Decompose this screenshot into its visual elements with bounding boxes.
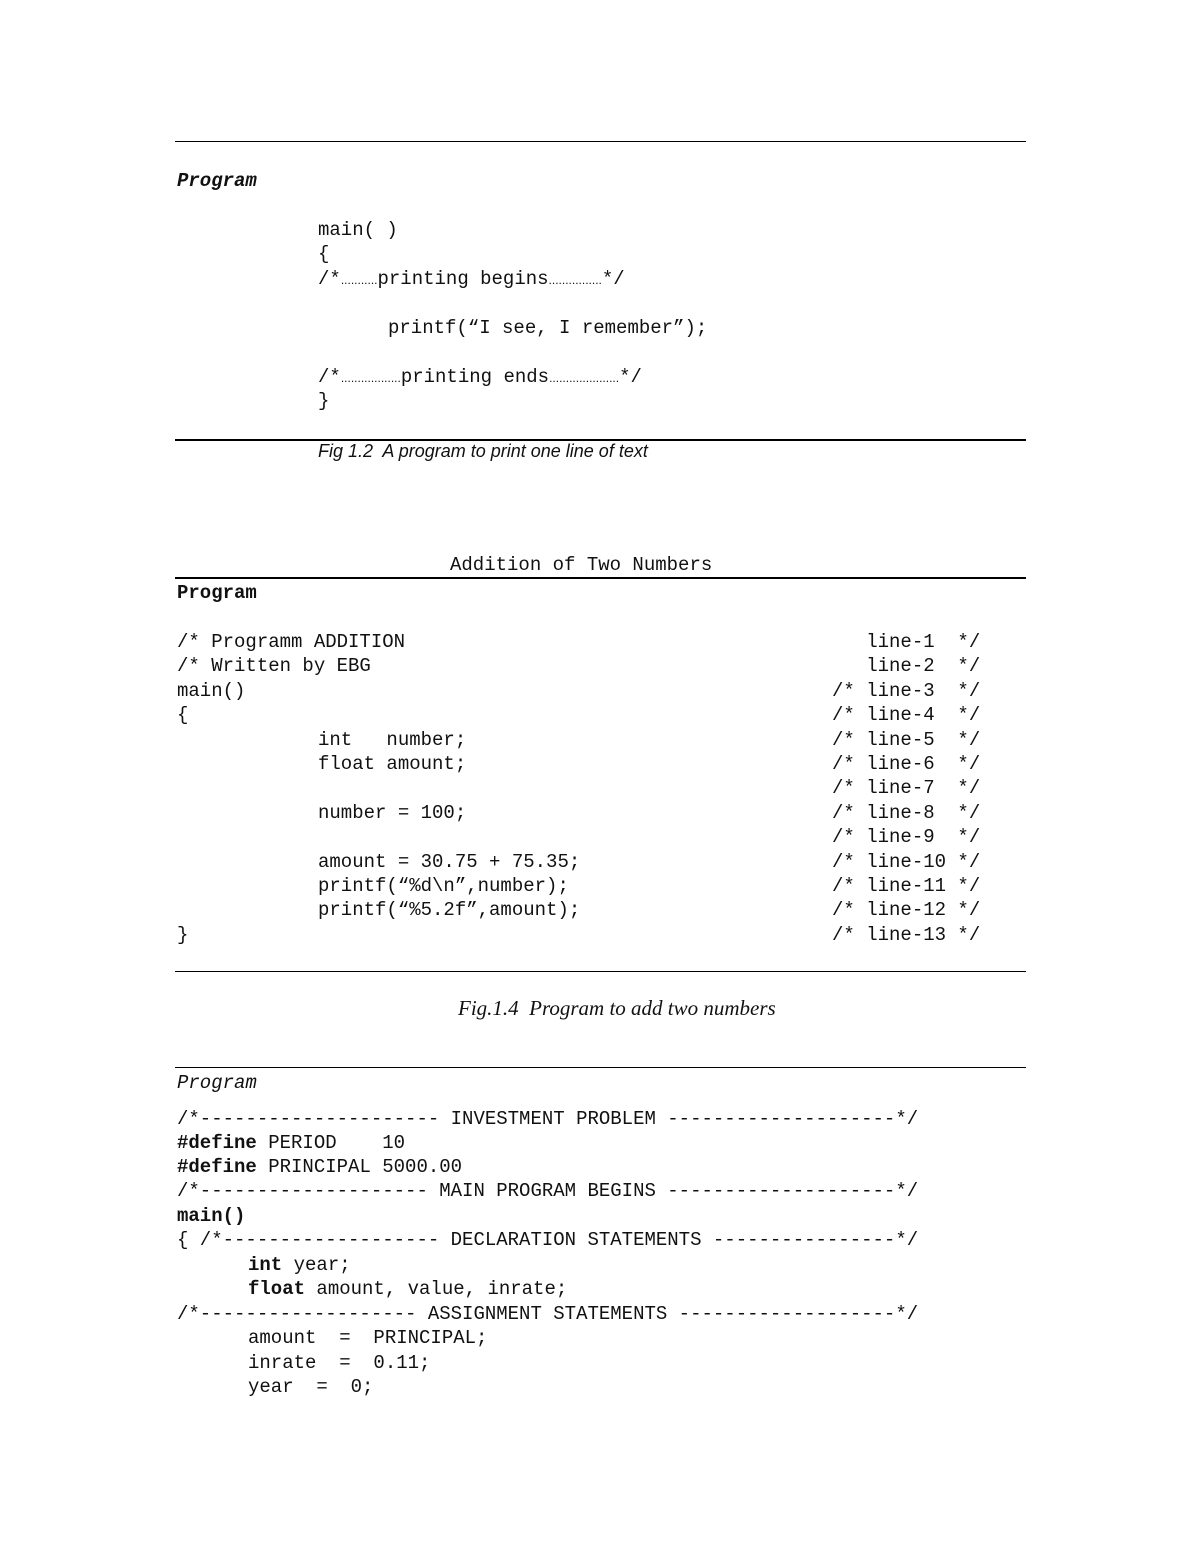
fig3-top-rule bbox=[175, 1067, 1026, 1068]
fig1-comment-end: /*..................printing ends.....................*/ bbox=[318, 366, 642, 388]
fig3-assign-amount: amount = PRINCIPAL; bbox=[248, 1327, 488, 1349]
code-text: } bbox=[177, 924, 189, 946]
fig1-caption: Fig 1.2 A program to print one line of text bbox=[318, 441, 648, 461]
code-text: main() bbox=[177, 680, 246, 702]
fig1-close-brace: } bbox=[318, 390, 330, 412]
fig3-define-principal: #define PRINCIPAL 5000.00 bbox=[177, 1156, 463, 1178]
line-comment: /* line-7 */ bbox=[832, 777, 981, 799]
fig2-heading: Program bbox=[177, 582, 257, 604]
fig3-main: main() bbox=[177, 1205, 246, 1227]
fig3-assign-inrate: inrate = 0.11; bbox=[248, 1352, 431, 1374]
fig2-top-rule bbox=[175, 577, 1026, 579]
fig3-comment-assign: /*------------------- ASSIGNMENT STATEMENTS -------------------*/ bbox=[177, 1303, 919, 1325]
line-comment: /* line-11 */ bbox=[832, 875, 981, 897]
code-text: { bbox=[177, 704, 189, 726]
fig1-open-brace: { bbox=[318, 243, 330, 265]
code-text: amount = 30.75 + 75.35; bbox=[318, 851, 581, 873]
code-text: /* Programm ADDITION bbox=[177, 631, 406, 653]
line-comment: /* line-10 */ bbox=[832, 851, 981, 873]
line-comment: line-1 */ bbox=[832, 631, 981, 653]
line-comment: /* line-5 */ bbox=[832, 729, 981, 751]
fig1-heading: Program bbox=[177, 170, 257, 192]
code-text: /* Written by EBG bbox=[177, 655, 371, 677]
define-keyword: #define bbox=[177, 1132, 257, 1154]
int-keyword: int bbox=[248, 1254, 283, 1276]
fig3-brace-declaration: { /*------------------- DECLARATION STATEMENTS ----------------*/ bbox=[177, 1229, 919, 1251]
fig3-assign-year: year = 0; bbox=[248, 1376, 374, 1398]
code-text: float amount; bbox=[318, 753, 467, 775]
fig3-heading: Program bbox=[177, 1072, 257, 1094]
fig2-bottom-rule bbox=[175, 971, 1026, 972]
code-text: printf(“%5.2f”,amount); bbox=[318, 899, 581, 921]
line-comment: /* line-3 */ bbox=[832, 680, 981, 702]
fig1-printf: printf(“I see, I remember”); bbox=[388, 317, 708, 339]
line-comment: /* line-13 */ bbox=[832, 924, 981, 946]
code-text: int number; bbox=[318, 729, 467, 751]
fig3-float-decl: float amount, value, inrate; bbox=[248, 1278, 568, 1300]
line-comment: /* line-12 */ bbox=[832, 899, 981, 921]
fig2-caption: Fig.1.4 Program to add two numbers bbox=[458, 996, 776, 1020]
code-text: number = 100; bbox=[318, 802, 467, 824]
code-text: printf(“%d\n”,number); bbox=[318, 875, 569, 897]
fig3-define-period: #define PERIOD 10 bbox=[177, 1132, 406, 1154]
fig3-comment-investment: /*--------------------- INVESTMENT PROBLEM --------------------*/ bbox=[177, 1108, 919, 1130]
define-keyword: #define bbox=[177, 1156, 257, 1178]
fig1-comment-begin: /*...........printing begins................*/ bbox=[318, 268, 625, 290]
fig3-comment-main: /*-------------------- MAIN PROGRAM BEGINS --------------------*/ bbox=[177, 1180, 919, 1202]
line-comment: /* line-8 */ bbox=[832, 802, 981, 824]
line-comment: /* line-4 */ bbox=[832, 704, 981, 726]
line-comment: line-2 */ bbox=[832, 655, 981, 677]
line-comment: /* line-9 */ bbox=[832, 826, 981, 848]
fig1-main: main( ) bbox=[318, 219, 398, 241]
float-keyword: float bbox=[248, 1278, 306, 1300]
fig3-int-decl: int year; bbox=[248, 1254, 351, 1276]
fig1-top-rule bbox=[175, 141, 1026, 142]
fig2-title: Addition of Two Numbers bbox=[450, 554, 713, 576]
line-comment: /* line-6 */ bbox=[832, 753, 981, 775]
